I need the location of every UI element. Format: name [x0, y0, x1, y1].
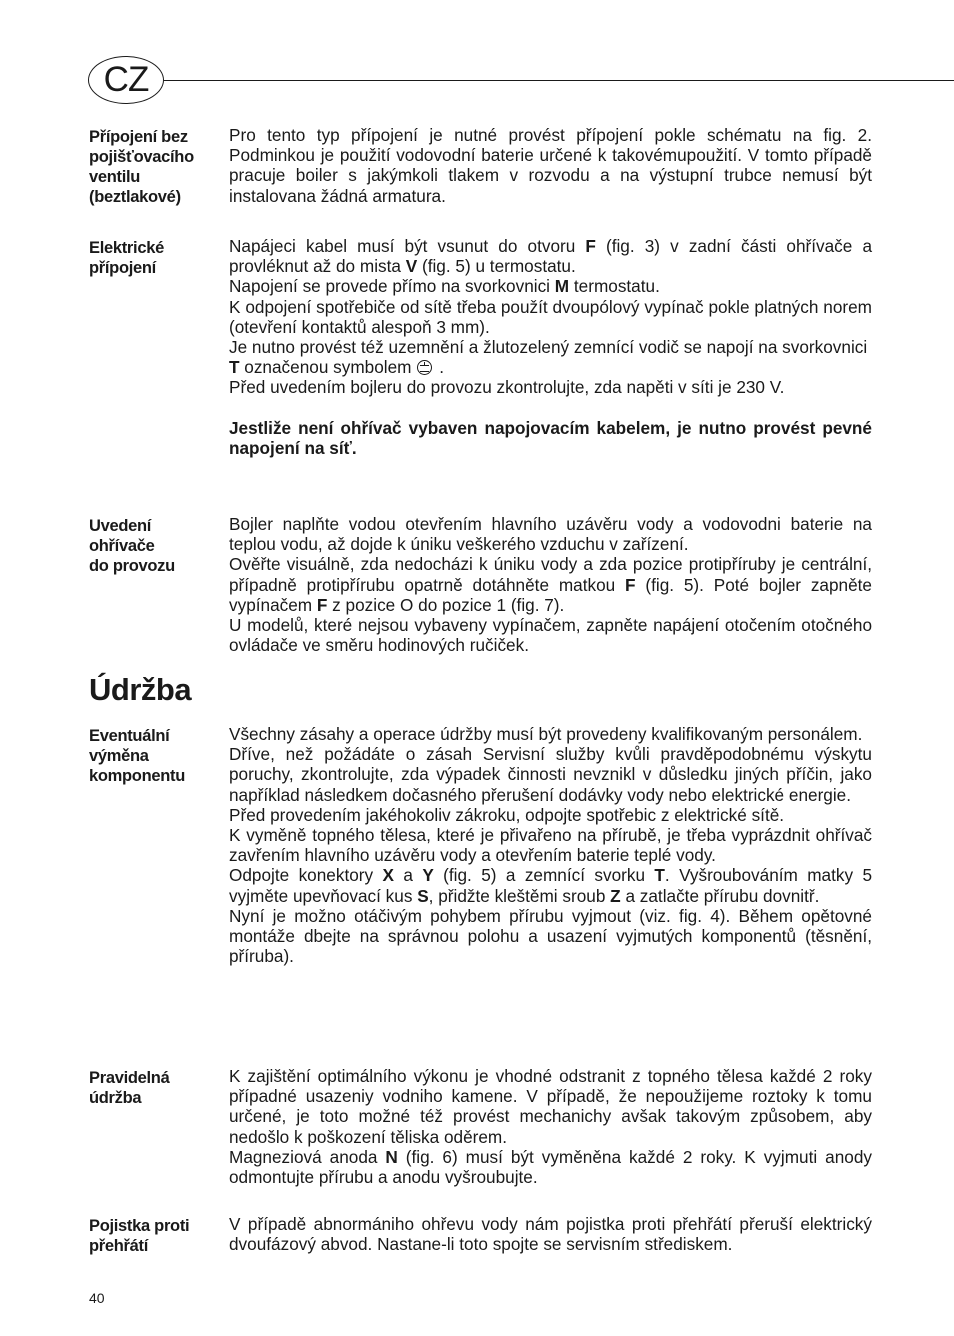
maintenance-heading: Údržba [89, 672, 192, 707]
section-body [229, 236, 872, 458]
paragraph: Je nutno provést též uzemnění a žlutozelený zemnící vodič se napojí na svorkovnici T označenou symbolem . [229, 337, 868, 378]
paragraph: V případě abnormániho ohřevu vody nám pojistka proti přehřátí přeruší elektrický dvoufázový abvod. Nastane-li toto spojte se servisním střediskem. [229, 1214, 872, 1255]
ground-symbol-icon [417, 360, 432, 375]
paragraph: Ověřte visuálně, zda nedocházi k úniku vody a zda pozice protipříruby je centrální, případně protipřírubu opatrně dotáhněte matkou F (fig. 5). Poté bojler zapněte vypínačem F z pozice O do pozice 1 (fig. 7). [229, 554, 872, 615]
section-label: Přípojení bez pojišťovacího ventilu (beztlakové) [89, 128, 194, 206]
section-body [229, 1066, 872, 1187]
paragraph: Pro tento typ přípojení je nutné provést přípojení pokle schématu na fig. 2. Podminkou je použití vodovodní baterie určené k takovémupoužití. V tomto případě pracuje boiler s jakýmkoli tlakem v rozvodu a na výstupní trubce nemusí být instalovana žádná armatura. [229, 125, 872, 206]
warning-note: Jestliže není ohřívač vybaven napojovacím kabelem, je nutno provést pevné napojení na síť. [229, 417, 872, 458]
language-code: CZ [103, 60, 149, 99]
section-label: Uvedení ohřívače do provozu [89, 517, 175, 575]
section-body [229, 724, 872, 966]
paragraph: Před uvedením bojleru do provozu zkontrolujte, zda napěti v síti je 230 V. [229, 377, 785, 398]
paragraph: Nyní je možno otáčivým pohybem přírubu vyjmout (viz. fig. 4). Během opětovné montáže dbejte na správnou polohu a usazení vyjmutých komponentů (těsnění, příruba). [229, 905, 872, 967]
section-label: Pravidelná údržba [89, 1069, 170, 1107]
header-rule [164, 80, 954, 81]
paragraph: K vyměně topného tělesa, které je přivařeno na přírubě, je třeba vyprázdnit ohřívač zavřením hlavního uzávěru vody a otevřením baterie teplé vody. [229, 825, 872, 866]
section-label: Pojistka proti přehřátí [89, 1217, 190, 1255]
section-body [229, 514, 872, 655]
paragraph: U modelů, které nejsou vybaveny vypínačem, zapněte napájení otočením otočného ovládače ve směru hodinových ručiček. [229, 615, 872, 656]
paragraph: Před provedením jakéhokoliv zákroku, odpojte spotřebic z elektrické sítě. [229, 804, 785, 825]
paragraph: Napojení se provede přímo na svorkovnici M termostatu. [229, 276, 660, 297]
section-label: Eventuální výměna komponentu [89, 727, 185, 785]
paragraph: Bojler naplňte vodou otevřením hlavního uzávěru vody a vodovodni baterie na teplou vodu, až dojde k úniku veškerého vzduchu v zařízení. [229, 514, 872, 555]
paragraph: K odpojení spotřebiče od sítě třeba použít dvoupólový vypínač pokle platných norem (otevření kontaktů alespoň 3 mm). [229, 296, 872, 337]
paragraph: Magneziová anoda N (fig. 6) musí být vyměněna každé 2 roky. K vyjmuti anody odmontujte přírubu a anodu vyšroubujte. [229, 1146, 872, 1188]
paragraph: Dříve, než požádáte o zásah Servisní služby kvůli pravděpodobnému výskytu poruchy, zkontrolujte, zda výpadek činnosti nevznikl v důsledku jiných příčin, jako například následkem dočasného přerušení dodávky vody nebo elektrické energie. [229, 744, 872, 805]
language-badge [88, 56, 164, 104]
section-body [229, 125, 872, 206]
section-body [229, 1214, 872, 1254]
section-label: Elektrické přípojení [89, 239, 164, 277]
paragraph: Odpojte konektory X a Y (fig. 5) a zemnící svorku T. Vyšroubováním matky 5 vyjměte upevňovací kus S, přidžte kleštěmi sroub Z a zatlačte přírubu dovnitř. [229, 865, 873, 906]
paragraph: Napájeci kabel musí být vsunut do otvoru F (fig. 3) v zadní části ohřívače a provléknut až do mista V (fig. 5) u termostatu. [229, 236, 873, 277]
paragraph: K zajištění optimálního výkonu je vhodné odstranit z topného tělesa každé 2 roky případné usazeniy vodniho kamene. V případě, že nepoužijeme roztoky k tomu určené, je toto možné též provést mechanichy avšak takovým způsobem, aby nedošlo k poškození těliska oděrem. [229, 1066, 872, 1147]
page-number: 40 [89, 1290, 105, 1306]
paragraph: Všechny zásahy a operace údržby musí být provedeny kvalifikovaným personálem. [229, 724, 863, 744]
